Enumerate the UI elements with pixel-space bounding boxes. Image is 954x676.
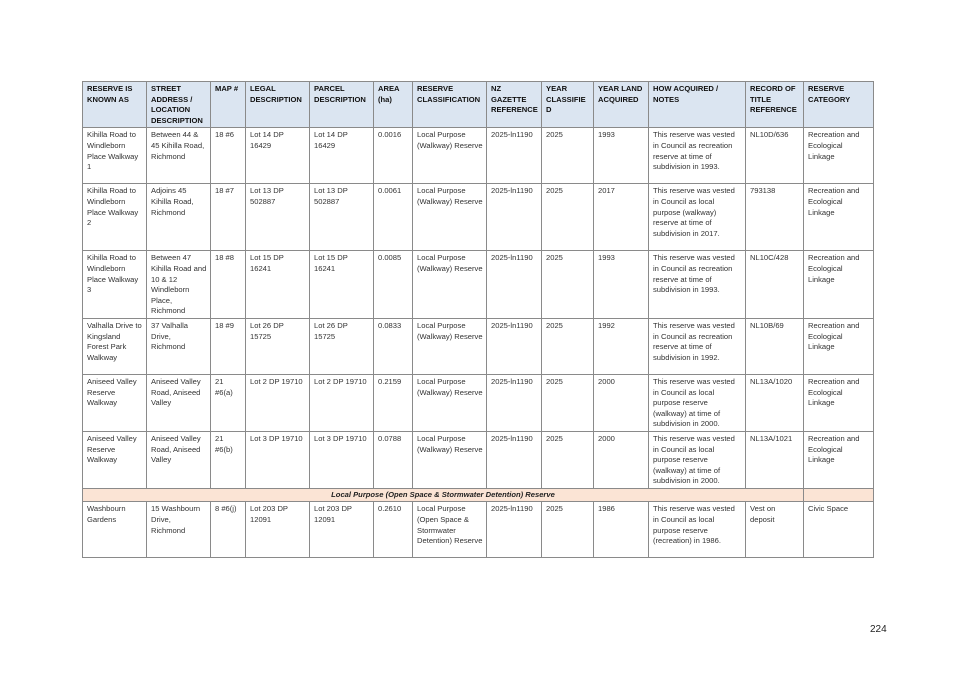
header-cell: RESERVE CLASSIFICATION <box>413 82 487 128</box>
parcel-cell: Lot 13 DP 502887 <box>310 184 374 251</box>
category-cell: Recreation and Ecological Linkage <box>804 374 874 431</box>
gazette-cell: 2025-ln1190 <box>487 502 542 558</box>
parcel-cell: Lot 14 DP 16429 <box>310 128 374 184</box>
table-row <box>83 502 874 558</box>
title-ref-cell: NL10B/69 <box>746 318 804 374</box>
address-cell: Between 47 Kihilla Road and 10 & 12 Windleborn Place, Richmond <box>147 251 211 319</box>
classification-cell: Local Purpose (Walkway) Reserve <box>413 431 487 488</box>
parcel-cell: Lot 3 DP 19710 <box>310 431 374 488</box>
classification-cell: Local Purpose (Walkway) Reserve <box>413 251 487 319</box>
year-acquired-cell: 1993 <box>594 128 649 184</box>
year-classified-cell: 2025 <box>542 431 594 488</box>
parcel-cell: Lot 15 DP 16241 <box>310 251 374 319</box>
title-ref-cell: NL10D/636 <box>746 128 804 184</box>
table-row <box>83 128 874 184</box>
category-cell: Recreation and Ecological Linkage <box>804 128 874 184</box>
address-cell: Adjoins 45 Kihilla Road, Richmond <box>147 184 211 251</box>
header-cell: AREA (ha) <box>374 82 413 128</box>
title-ref-cell: NL13A/1021 <box>746 431 804 488</box>
table-row <box>83 318 874 374</box>
year-acquired-cell: 1986 <box>594 502 649 558</box>
reserve-name-cell: Aniseed Valley Reserve Walkway <box>83 374 147 431</box>
map-cell: 21 #6(b) <box>211 431 246 488</box>
parcel-cell: Lot 2 DP 19710 <box>310 374 374 431</box>
year-classified-cell: 2025 <box>542 128 594 184</box>
reserve-name-cell: Valhalla Drive to Kingsland Forest Park Walkway <box>83 318 147 374</box>
classification-cell: Local Purpose (Walkway) Reserve <box>413 318 487 374</box>
year-classified-cell: 2025 <box>542 502 594 558</box>
legal-cell: Lot 3 DP 19710 <box>246 431 310 488</box>
table-row <box>83 431 874 488</box>
year-classified-cell: 2025 <box>542 251 594 319</box>
legal-cell: Lot 2 DP 19710 <box>246 374 310 431</box>
gazette-cell: 2025-ln1190 <box>487 251 542 319</box>
title-ref-cell: NL13A/1020 <box>746 374 804 431</box>
legal-cell: Lot 26 DP 15725 <box>246 318 310 374</box>
reserve-name-cell: Kihilla Road to Windleborn Place Walkway 2 <box>83 184 147 251</box>
address-cell: 15 Washbourn Drive, Richmond <box>147 502 211 558</box>
year-classified-cell: 2025 <box>542 318 594 374</box>
reserve-name-cell: Washbourn Gardens <box>83 502 147 558</box>
year-acquired-cell: 2000 <box>594 374 649 431</box>
legal-cell: Lot 15 DP 16241 <box>246 251 310 319</box>
header-cell: YEAR CLASSIFIED <box>542 82 594 128</box>
title-ref-cell: NL10C/428 <box>746 251 804 319</box>
year-acquired-cell: 1992 <box>594 318 649 374</box>
header-cell: RESERVE CATEGORY <box>804 82 874 128</box>
legal-cell: Lot 13 DP 502887 <box>246 184 310 251</box>
classification-cell: Local Purpose (Walkway) Reserve <box>413 128 487 184</box>
title-ref-cell: Vest on deposit <box>746 502 804 558</box>
notes-cell: This reserve was vested in Council as recreation reserve at time of subdivision in 1993. <box>649 128 746 184</box>
header-cell: PARCEL DESCRIPTION <box>310 82 374 128</box>
address-cell: Aniseed Valley Road, Aniseed Valley <box>147 374 211 431</box>
category-cell: Civic Space <box>804 502 874 558</box>
header-row <box>83 82 874 128</box>
header-cell: MAP # <box>211 82 246 128</box>
map-cell: 18 #6 <box>211 128 246 184</box>
year-acquired-cell: 2000 <box>594 431 649 488</box>
map-cell: 18 #7 <box>211 184 246 251</box>
gazette-cell: 2025-ln1190 <box>487 374 542 431</box>
header-cell: RESERVE IS KNOWN AS <box>83 82 147 128</box>
reserve-name-cell: Kihilla Road to Windleborn Place Walkway 3 <box>83 251 147 319</box>
area-cell: 0.0788 <box>374 431 413 488</box>
map-cell: 18 #9 <box>211 318 246 374</box>
gazette-cell: 2025-ln1190 <box>487 318 542 374</box>
category-cell: Recreation and Ecological Linkage <box>804 251 874 319</box>
area-cell: 0.0061 <box>374 184 413 251</box>
notes-cell: This reserve was vested in Council as local purpose reserve (walkway) at time of subdivision in 2000. <box>649 431 746 488</box>
parcel-cell: Lot 26 DP 15725 <box>310 318 374 374</box>
notes-cell: This reserve was vested in Council as recreation reserve at time of subdivision in 1992. <box>649 318 746 374</box>
notes-cell: This reserve was vested in Council as local purpose reserve (walkway) at time of subdivision in 2000. <box>649 374 746 431</box>
legal-cell: Lot 14 DP 16429 <box>246 128 310 184</box>
header-cell: STREET ADDRESS / LOCATION DESCRIPTION <box>147 82 211 128</box>
section-heading: Local Purpose (Open Space & Stormwater Detention) Reserve <box>83 488 804 502</box>
section-heading-row <box>83 488 874 502</box>
classification-cell: Local Purpose (Walkway) Reserve <box>413 374 487 431</box>
table-row <box>83 251 874 319</box>
gazette-cell: 2025-ln1190 <box>487 128 542 184</box>
reserve-name-cell: Aniseed Valley Reserve Walkway <box>83 431 147 488</box>
category-cell: Recreation and Ecological Linkage <box>804 184 874 251</box>
legal-cell: Lot 203 DP 12091 <box>246 502 310 558</box>
area-cell: 0.0833 <box>374 318 413 374</box>
title-ref-cell: 793138 <box>746 184 804 251</box>
gazette-cell: 2025-ln1190 <box>487 431 542 488</box>
map-cell: 8 #6(j) <box>211 502 246 558</box>
header-cell: RECORD OF TITLE REFERENCE <box>746 82 804 128</box>
section-heading-blank-cell <box>804 488 874 502</box>
map-cell: 18 #8 <box>211 251 246 319</box>
classification-cell: Local Purpose (Open Space & Stormwater Detention) Reserve <box>413 502 487 558</box>
category-cell: Recreation and Ecological Linkage <box>804 431 874 488</box>
area-cell: 0.0085 <box>374 251 413 319</box>
table-row <box>83 374 874 431</box>
area-cell: 0.2159 <box>374 374 413 431</box>
notes-cell: This reserve was vested in Council as recreation reserve at time of subdivision in 1993. <box>649 251 746 319</box>
gazette-cell: 2025-ln1190 <box>487 184 542 251</box>
header-cell: NZ GAZETTE REFERENCE <box>487 82 542 128</box>
year-classified-cell: 2025 <box>542 184 594 251</box>
parcel-cell: Lot 203 DP 12091 <box>310 502 374 558</box>
reserves-table <box>82 81 874 558</box>
year-acquired-cell: 2017 <box>594 184 649 251</box>
header-cell: YEAR LAND ACQUIRED <box>594 82 649 128</box>
year-classified-cell: 2025 <box>542 374 594 431</box>
header-cell: HOW ACQUIRED / NOTES <box>649 82 746 128</box>
year-acquired-cell: 1993 <box>594 251 649 319</box>
map-cell: 21 #6(a) <box>211 374 246 431</box>
area-cell: 0.0016 <box>374 128 413 184</box>
page-number: 224 <box>870 624 887 635</box>
address-cell: Between 44 & 45 Kihilla Road, Richmond <box>147 128 211 184</box>
address-cell: 37 Valhalla Drive, Richmond <box>147 318 211 374</box>
table-row <box>83 184 874 251</box>
header-cell: LEGAL DESCRIPTION <box>246 82 310 128</box>
reserve-name-cell: Kihilla Road to Windleborn Place Walkway 1 <box>83 128 147 184</box>
classification-cell: Local Purpose (Walkway) Reserve <box>413 184 487 251</box>
notes-cell: This reserve was vested in Council as local purpose reserve (recreation) in 1986. <box>649 502 746 558</box>
area-cell: 0.2610 <box>374 502 413 558</box>
address-cell: Aniseed Valley Road, Aniseed Valley <box>147 431 211 488</box>
notes-cell: This reserve was vested in Council as local purpose (walkway) reserve at time of subdivision in 2017. <box>649 184 746 251</box>
category-cell: Recreation and Ecological Linkage <box>804 318 874 374</box>
